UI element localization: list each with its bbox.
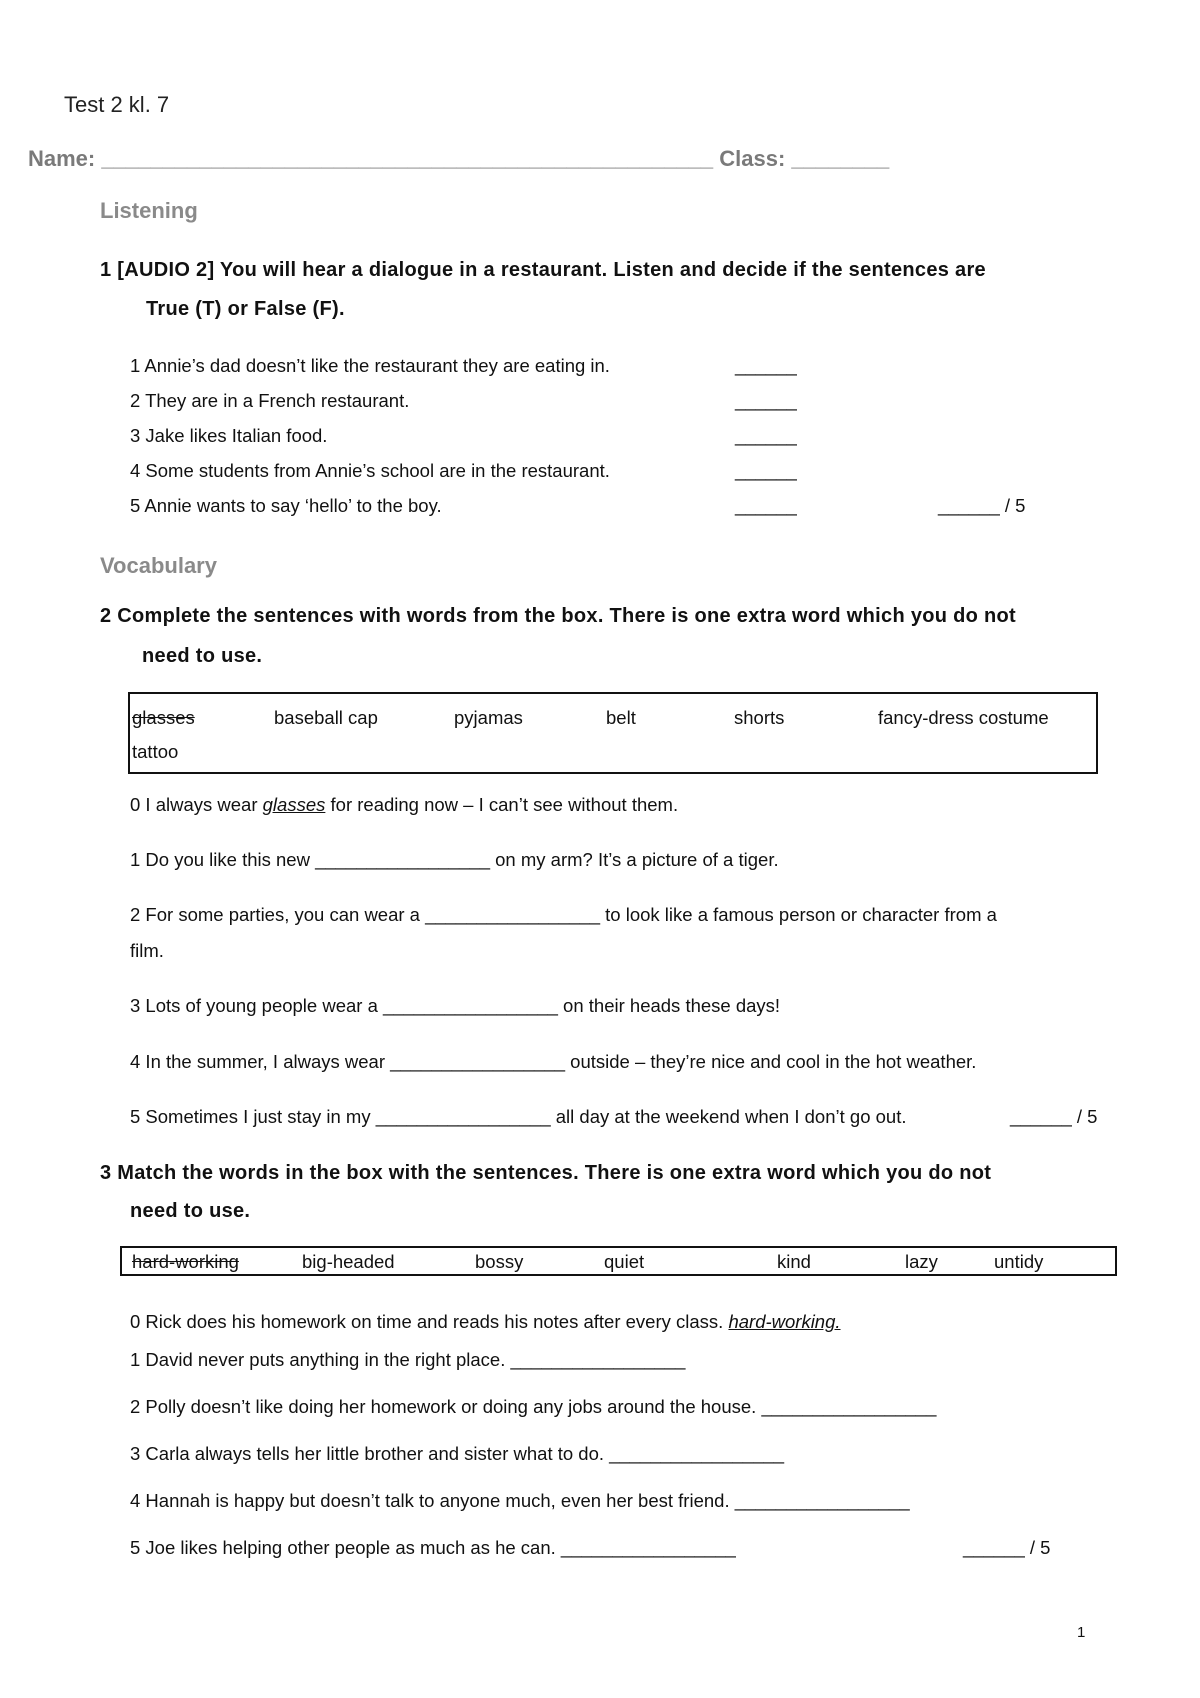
task3-word-box — [120, 1246, 1117, 1276]
task1-item: 3 Jake likes Italian food. — [130, 425, 328, 446]
task2-instruction-cont: need to use. — [142, 645, 263, 667]
task2-item: 4 In the summer, I always wear _________________ outside – they’re nice and cool in the hot weather. — [130, 1051, 977, 1072]
task2-item: 1 Do you like this new _________________ on my arm? It’s a picture of a tiger. — [130, 849, 779, 870]
task3-instruction-cont: need to use. — [130, 1200, 251, 1222]
task2-score: ______ / 5 — [1010, 1106, 1098, 1127]
example-text: for reading now – I can’t see without them. — [325, 794, 679, 815]
task3-example — [130, 1311, 841, 1333]
task3-item: 4 Hannah is happy but doesn’t talk to anyone much, even her best friend. _________________ — [130, 1490, 910, 1511]
word-box-item: pyjamas — [454, 707, 523, 728]
section-heading-vocabulary: Vocabulary — [100, 553, 217, 578]
example-text: 0 I always wear — [130, 794, 263, 815]
task1-answer-blank[interactable]: ______ — [735, 495, 797, 516]
task2-example — [130, 794, 678, 816]
task3-item: 3 Carla always tells her little brother and sister what to do. _________________ — [130, 1443, 785, 1464]
task1-item: 4 Some students from Annie’s school are in the restaurant. — [130, 460, 610, 481]
page-title: Test 2 kl. 7 — [64, 92, 170, 117]
section-heading-listening: Listening — [100, 198, 198, 223]
word-box-item: untidy — [994, 1251, 1044, 1272]
word-box-item: quiet — [604, 1251, 645, 1272]
example-answer: hard-working. — [728, 1311, 841, 1332]
task2-instruction: 2 Complete the sentences with words from the box. There is one extra word which you do not — [100, 605, 1017, 627]
word-box-item: shorts — [734, 707, 785, 728]
task1-item: 5 Annie wants to say ‘hello’ to the boy. — [130, 495, 442, 516]
task1-answer-blank[interactable]: ______ — [735, 425, 797, 446]
word-box-item: fancy-dress costume — [878, 707, 1049, 728]
word-box-item: kind — [777, 1251, 811, 1272]
example-text: 0 Rick does his homework on time and reads his notes after every class. — [130, 1311, 729, 1332]
word-box-item: bossy — [475, 1251, 524, 1272]
name-class-line: Name: __________________________________________________ Class: ________ — [28, 146, 890, 171]
task3-item: 5 Joe likes helping other people as much as he can. _________________ — [130, 1537, 736, 1558]
word-box-item: belt — [606, 707, 636, 728]
task2-word-box — [128, 692, 1098, 774]
word-box-item: baseball cap — [274, 707, 378, 728]
task3-item: 2 Polly doesn’t like doing her homework or doing any jobs around the house. _________________ — [130, 1396, 937, 1417]
word-box-item-crossed: hard-working — [132, 1251, 239, 1272]
task3-item: 1 David never puts anything in the right place. _________________ — [130, 1349, 686, 1370]
page-number: 1 — [1077, 1624, 1086, 1641]
task2-item: 3 Lots of young people wear a _________________ on their heads these days! — [130, 995, 781, 1016]
task1-item: 2 They are in a French restaurant. — [130, 390, 410, 411]
word-box-item-crossed: glasses — [132, 707, 195, 728]
task2-item: 5 Sometimes I just stay in my _________________ all day at the weekend when I don’t go out. — [130, 1106, 907, 1127]
task1-instruction-cont: True (T) or False (F). — [146, 298, 345, 320]
task1-item: 1 Annie’s dad doesn’t like the restaurant they are eating in. — [130, 355, 610, 376]
task1-answer-blank[interactable]: ______ — [735, 460, 797, 481]
example-answer: glasses — [262, 794, 326, 815]
task3-score: ______ / 5 — [963, 1537, 1051, 1558]
task1-answer-blank[interactable]: ______ — [735, 390, 797, 411]
task2-item: 2 For some parties, you can wear a _________________ to look like a famous person or character from a — [130, 904, 997, 925]
task3-instruction: 3 Match the words in the box with the sentences. There is one extra word which you do not — [100, 1162, 992, 1184]
word-box-item: tattoo — [132, 741, 179, 762]
word-box-item: lazy — [905, 1251, 938, 1272]
task1-instruction: 1 [AUDIO 2] You will hear a dialogue in a restaurant. Listen and decide if the sentences are — [100, 259, 986, 281]
task2-item-cont: film. — [130, 940, 164, 961]
task1-score: ______ / 5 — [938, 495, 1026, 516]
task1-answer-blank[interactable]: ______ — [735, 355, 797, 376]
word-box-item: big-headed — [302, 1251, 395, 1272]
